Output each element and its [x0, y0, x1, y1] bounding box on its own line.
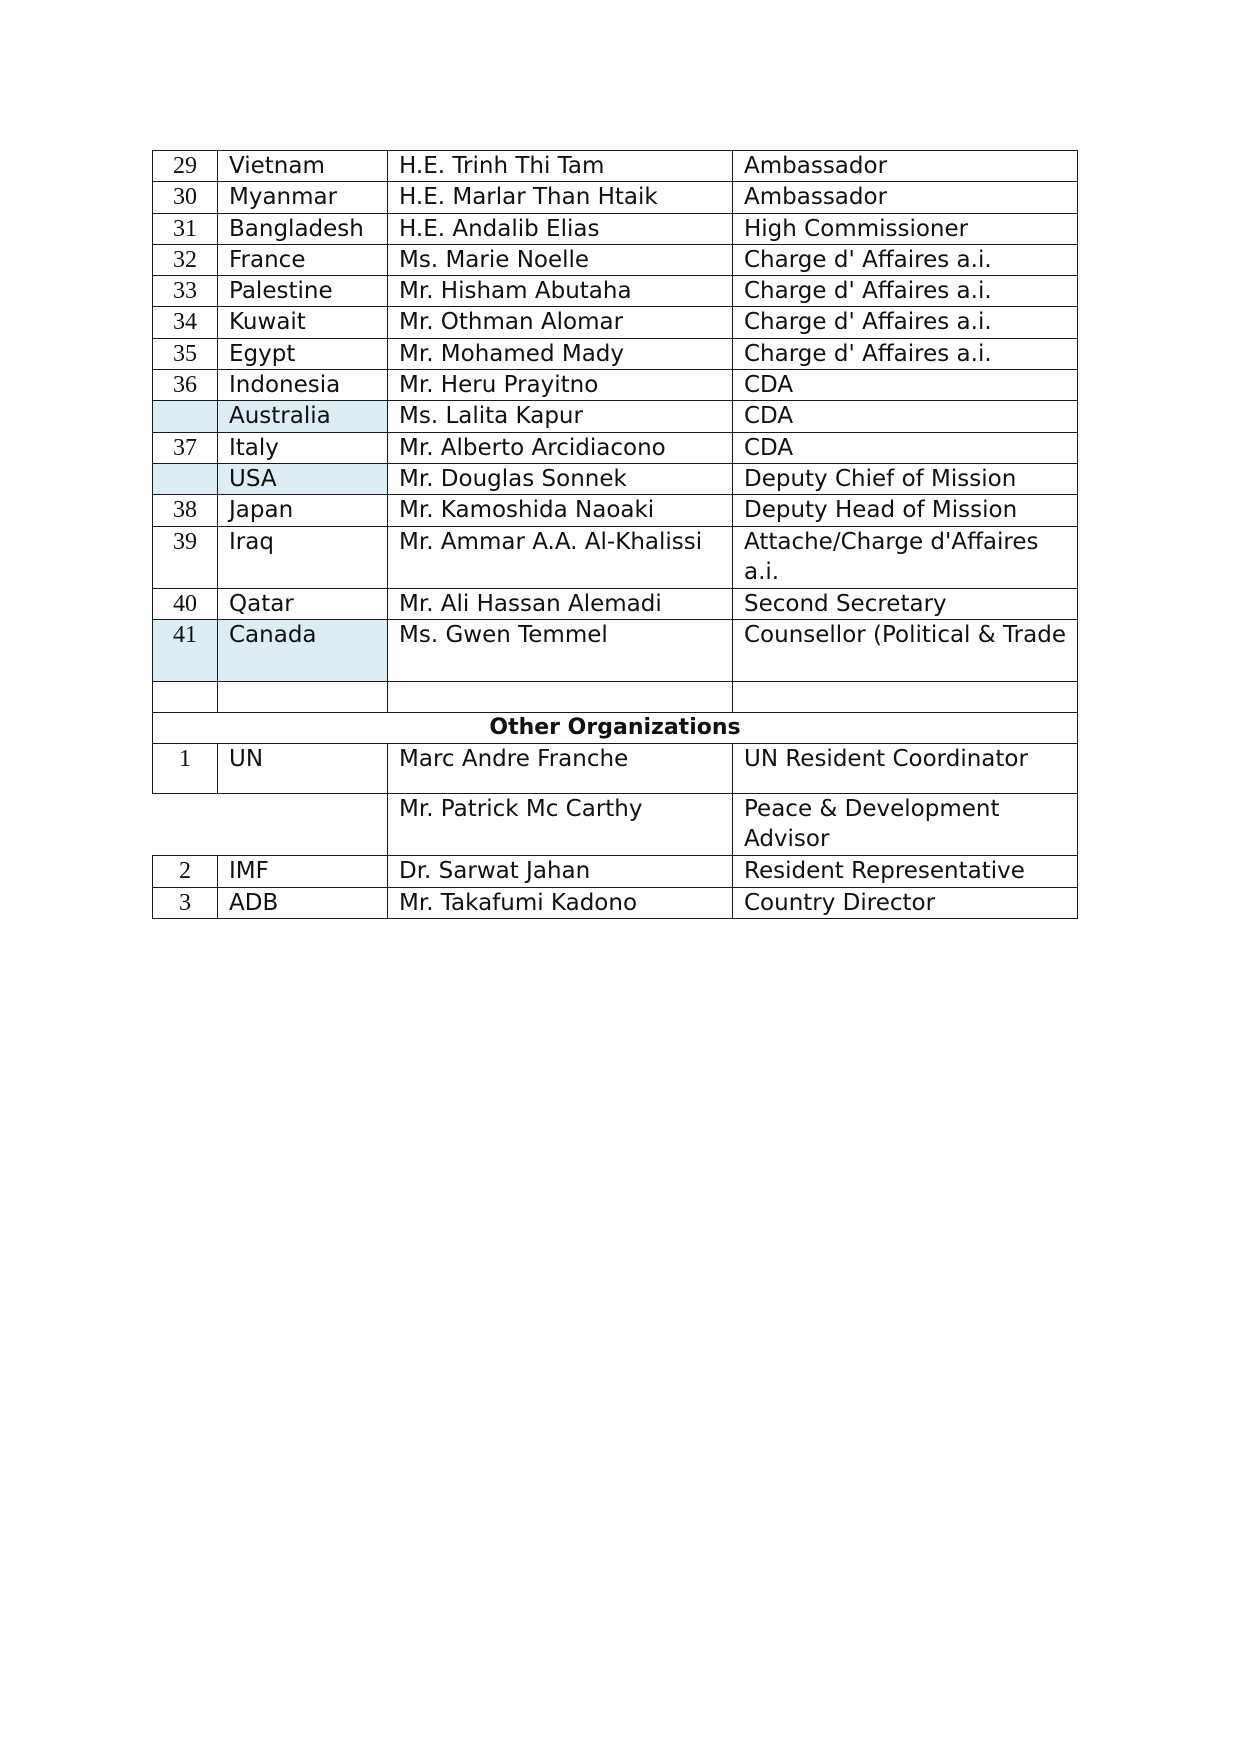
- title-cell: Resident Representative: [733, 856, 1078, 887]
- name-cell: Marc Andre Franche: [388, 744, 733, 794]
- empty-cell: [218, 681, 388, 712]
- table-row: [153, 495, 1078, 526]
- table-row: [153, 887, 1078, 918]
- name-cell: Mr. Ali Hassan Alemadi: [388, 588, 733, 619]
- table-row: [153, 401, 1078, 432]
- title-cell: High Commissioner: [733, 213, 1078, 244]
- empty-cell: [388, 681, 733, 712]
- country-cell: Kuwait: [218, 307, 388, 338]
- country-cell: Italy: [218, 432, 388, 463]
- empty-cell: [733, 681, 1078, 712]
- title-cell: UN Resident Coordinator: [733, 744, 1078, 794]
- table-row: [153, 276, 1078, 307]
- section-title: Other Organizations: [153, 713, 1078, 744]
- title-cell: Charge d' Affaires a.i.: [733, 276, 1078, 307]
- table-row: [153, 213, 1078, 244]
- table-row: [153, 856, 1078, 887]
- title-cell: Ambassador: [733, 151, 1078, 182]
- name-cell: Mr. Ammar A.A. Al-Khalissi: [388, 526, 733, 588]
- name-cell: Ms. Marie Noelle: [388, 244, 733, 275]
- name-cell: Mr. Kamoshida Naoaki: [388, 495, 733, 526]
- country-cell: Indonesia: [218, 370, 388, 401]
- table-row: [153, 794, 1078, 856]
- country-cell: Vietnam: [218, 151, 388, 182]
- row-number: 39: [153, 526, 218, 588]
- name-cell: Mr. Patrick Mc Carthy: [388, 794, 733, 856]
- row-number: 3: [153, 887, 218, 918]
- empty-row: [153, 681, 1078, 712]
- org-cell: IMF: [218, 856, 388, 887]
- title-cell: CDA: [733, 432, 1078, 463]
- name-cell: Mr. Takafumi Kadono: [388, 887, 733, 918]
- row-number: 2: [153, 856, 218, 887]
- table-row: [153, 151, 1078, 182]
- title-cell: Second Secretary: [733, 588, 1078, 619]
- title-cell: Counsellor (Political & Trade: [733, 619, 1078, 681]
- name-cell: Mr. Hisham Abutaha: [388, 276, 733, 307]
- table-row: [153, 588, 1078, 619]
- org-cell: ADB: [218, 887, 388, 918]
- title-cell: CDA: [733, 370, 1078, 401]
- country-cell: Qatar: [218, 588, 388, 619]
- row-number: 33: [153, 276, 218, 307]
- row-number: 29: [153, 151, 218, 182]
- section-header-row: [153, 713, 1078, 744]
- title-cell: Charge d' Affaires a.i.: [733, 338, 1078, 369]
- row-number: 41: [153, 619, 218, 681]
- title-cell: Charge d' Affaires a.i.: [733, 244, 1078, 275]
- empty-cell: [153, 681, 218, 712]
- name-cell: Mr. Douglas Sonnek: [388, 463, 733, 494]
- country-cell: Australia: [218, 401, 388, 432]
- table-row: [153, 338, 1078, 369]
- name-cell: Ms. Gwen Temmel: [388, 619, 733, 681]
- country-cell: Myanmar: [218, 182, 388, 213]
- title-cell: Charge d' Affaires a.i.: [733, 307, 1078, 338]
- country-cell: Iraq: [218, 526, 388, 588]
- title-cell: Country Director: [733, 887, 1078, 918]
- name-cell: H.E. Marlar Than Htaik: [388, 182, 733, 213]
- row-number: 38: [153, 495, 218, 526]
- diplomatic-list-table: [152, 150, 1078, 919]
- row-number: 34: [153, 307, 218, 338]
- country-cell: Egypt: [218, 338, 388, 369]
- row-number: [153, 401, 218, 432]
- country-cell: Palestine: [218, 276, 388, 307]
- name-cell: H.E. Trinh Thi Tam: [388, 151, 733, 182]
- table-row: [153, 463, 1078, 494]
- country-cell: Japan: [218, 495, 388, 526]
- table-row: [153, 244, 1078, 275]
- country-cell: USA: [218, 463, 388, 494]
- country-cell: Bangladesh: [218, 213, 388, 244]
- table-row: [153, 744, 1078, 794]
- row-number: 32: [153, 244, 218, 275]
- title-cell: Deputy Chief of Mission: [733, 463, 1078, 494]
- row-number: [153, 463, 218, 494]
- name-cell: H.E. Andalib Elias: [388, 213, 733, 244]
- table-row: [153, 432, 1078, 463]
- name-cell: Dr. Sarwat Jahan: [388, 856, 733, 887]
- row-number: 37: [153, 432, 218, 463]
- country-cell: France: [218, 244, 388, 275]
- name-cell: Mr. Othman Alomar: [388, 307, 733, 338]
- name-cell: Ms. Lalita Kapur: [388, 401, 733, 432]
- name-cell: Mr. Heru Prayitno: [388, 370, 733, 401]
- name-cell: Mr. Mohamed Mady: [388, 338, 733, 369]
- table-row: [153, 182, 1078, 213]
- name-cell: Mr. Alberto Arcidiacono: [388, 432, 733, 463]
- row-number: 40: [153, 588, 218, 619]
- table-row: [153, 307, 1078, 338]
- title-cell: CDA: [733, 401, 1078, 432]
- title-cell: Ambassador: [733, 182, 1078, 213]
- title-cell: Attache/Charge d'Affaires a.i.: [733, 526, 1078, 588]
- org-cell: UN: [218, 744, 388, 794]
- table-row: [153, 370, 1078, 401]
- row-number: 36: [153, 370, 218, 401]
- table-row: [153, 526, 1078, 588]
- row-number: 31: [153, 213, 218, 244]
- row-number: 30: [153, 182, 218, 213]
- org-blank-cell: [153, 794, 388, 856]
- title-cell: Peace & Development Advisor: [733, 794, 1078, 856]
- table-row: [153, 619, 1078, 681]
- row-number: 35: [153, 338, 218, 369]
- country-cell: Canada: [218, 619, 388, 681]
- title-cell: Deputy Head of Mission: [733, 495, 1078, 526]
- row-number: 1: [153, 744, 218, 794]
